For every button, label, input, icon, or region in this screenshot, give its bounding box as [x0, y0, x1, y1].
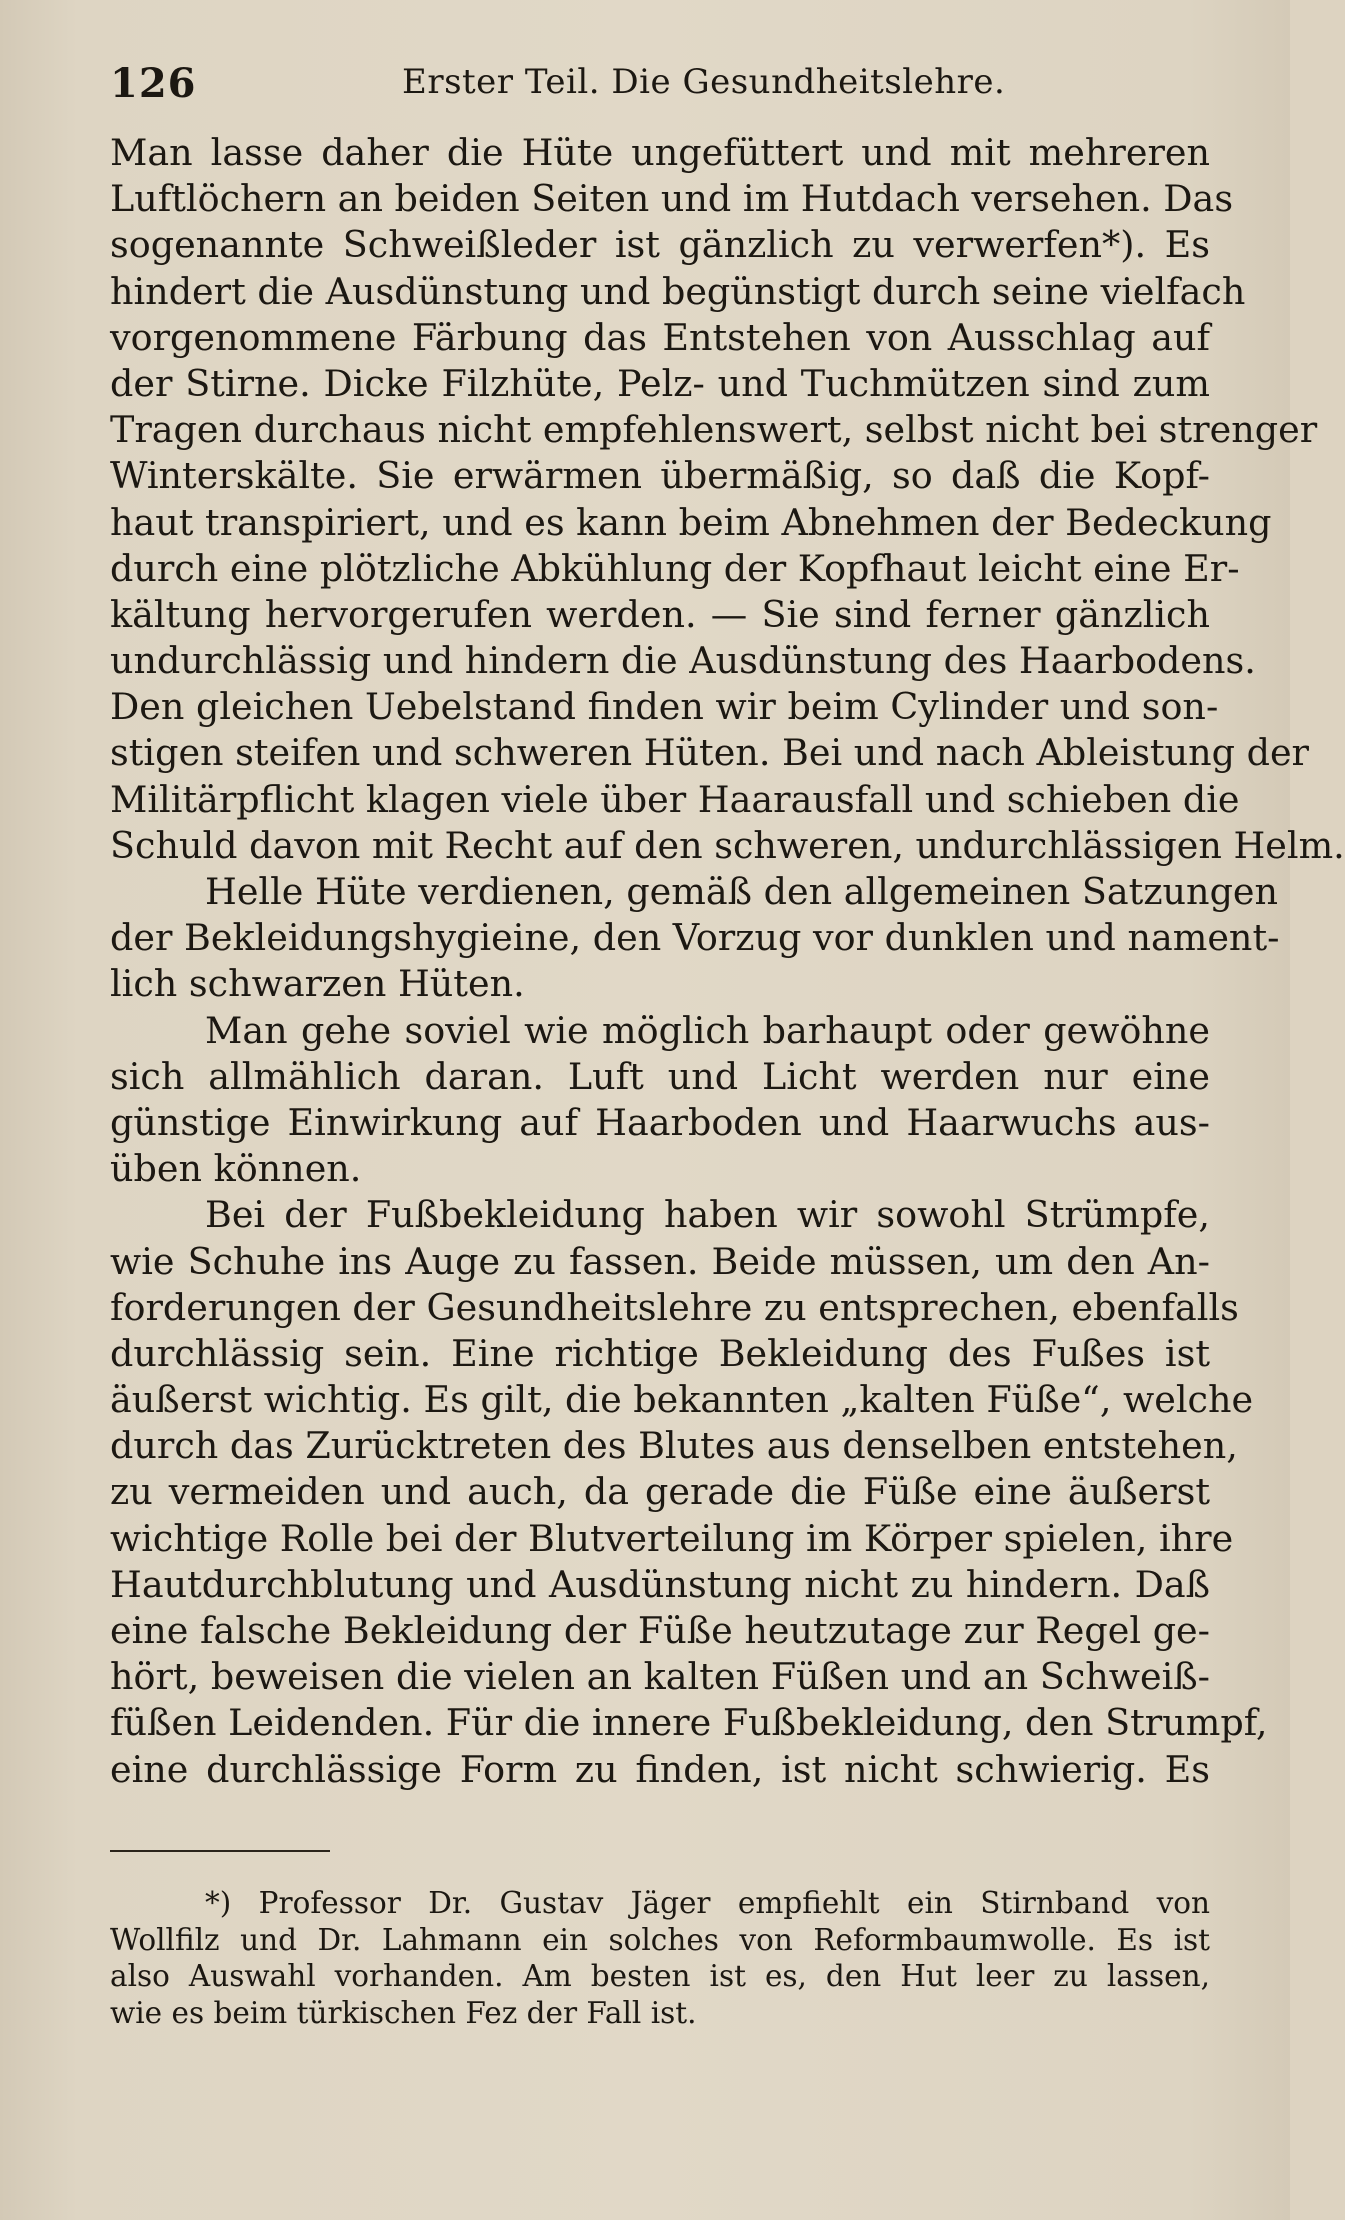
text-line: wie Schuhe ins Auge zu fassen. Beide müssen, um den An- — [110, 1239, 1210, 1283]
text-line: lich schwarzen Hüten. — [110, 962, 525, 1006]
body-text — [110, 130, 1345, 1793]
text-line: hört, beweisen die vielen an kalten Füßen und an Schweiß- — [110, 1655, 1210, 1699]
footnote-line: also Auswahl vorhanden. Am besten ist es, den Hut leer zu lassen, — [110, 1959, 1210, 1993]
running-title: Erster Teil. Die Gesundheitslehre. — [402, 62, 1006, 102]
text-line: Man lasse daher die Hüte ungefüttert und mit mehreren — [110, 131, 1210, 174]
text-line: üben können. — [110, 1147, 362, 1191]
text-line: Militärpflicht klagen viele über Haarausfall und schieben die — [110, 777, 1240, 821]
text-line: zu vermeiden und auch, da gerade die Füße eine äußerst — [110, 1470, 1210, 1514]
text-line: Schuld davon mit Recht auf den schweren, undurchlässigen Helm. — [110, 823, 1345, 867]
text-line: Winterskälte. Sie erwärmen übermäßig, so daß die Kopf- — [110, 454, 1210, 498]
text-line: Den gleichen Uebelstand finden wir beim Cylinder und son- — [110, 685, 1219, 729]
footnote — [110, 1885, 1210, 2031]
text-line: sogenannte Schweißleder ist gänzlich zu verwerfen*). Es — [110, 223, 1210, 267]
footnote-line: wie es beim türkischen Fez der Fall ist. — [110, 1995, 697, 2030]
text-line: stigen steifen und schweren Hüten. Bei und nach Ableistung der — [110, 731, 1309, 775]
text-line: eine falsche Bekleidung der Füße heutzutage zur Regel ge- — [110, 1609, 1210, 1652]
text-line: der Stirne. Dicke Filzhüte, Pelz- und Tuchmützen sind zum — [110, 361, 1210, 405]
text-line: haut transpiriert, und es kann beim Abnehmen der Bedeckung — [110, 500, 1272, 544]
text-line: durch eine plötzliche Abkühlung der Kopfhaut leicht eine Er- — [110, 546, 1240, 590]
footnote-line: *) Professor Dr. Gustav Jäger empfiehlt ein Stirnband von — [205, 1886, 1210, 1920]
text-line: der Bekleidungshygieine, den Vorzug vor dunklen und nament- — [110, 916, 1280, 960]
text-line: Bei der Fußbekleidung haben wir sowohl Strümpfe, — [205, 1193, 1210, 1237]
text-line: günstige Einwirkung auf Haarboden und Haarwuchs aus- — [110, 1100, 1210, 1144]
text-line: durchlässig sein. Eine richtige Bekleidung des Fußes ist — [110, 1331, 1210, 1375]
text-line: forderungen der Gesundheitslehre zu entsprechen, ebenfalls — [110, 1285, 1239, 1329]
text-line: Hautdurchblutung und Ausdünstung nicht zu hindern. Daß — [110, 1562, 1210, 1606]
text-line: Luftlöchern an beiden Seiten und im Hutdach versehen. Das — [110, 177, 1234, 221]
text-line: füßen Leidenden. Für die innere Fußbekleidung, den Strumpf, — [110, 1701, 1268, 1745]
footnote-line: Wollfilz und Dr. Lahmann ein solches von Reformbaumwolle. Es ist — [110, 1922, 1210, 1957]
text-line: Man gehe soviel wie möglich barhaupt oder gewöhne — [205, 1008, 1210, 1052]
text-line: eine durchlässige Form zu finden, ist nicht schwierig. Es — [110, 1747, 1210, 1791]
footnote-divider — [110, 1850, 330, 1852]
text-line: wichtige Rolle bei der Blutverteilung im Körper spielen, ihre — [110, 1516, 1234, 1560]
text-line: äußerst wichtig. Es gilt, die bekannten „kalten Füße“, welche — [110, 1378, 1254, 1422]
text-line: Helle Hüte verdienen, gemäß den allgemeinen Satzungen — [205, 870, 1279, 913]
text-line: vorgenommene Färbung das Entstehen von Ausschlag auf — [110, 315, 1210, 359]
page-header — [110, 52, 1215, 112]
text-line: kältung hervorgerufen werden. — Sie sind ferner gänzlich — [110, 592, 1210, 636]
text-line: sich allmählich daran. Luft und Licht werden nur eine — [110, 1054, 1210, 1098]
text-line: Tragen durchaus nicht empfehlenswert, selbst nicht bei strenger — [110, 408, 1318, 452]
text-line: hindert die Ausdünstung und begünstigt durch seine vielfach — [110, 269, 1246, 313]
text-line: durch das Zurücktreten des Blutes aus denselben entstehen, — [110, 1424, 1238, 1468]
text-line: undurchlässig und hindern die Ausdünstung des Haarbodens. — [110, 639, 1256, 683]
page-number: 126 — [110, 60, 197, 107]
